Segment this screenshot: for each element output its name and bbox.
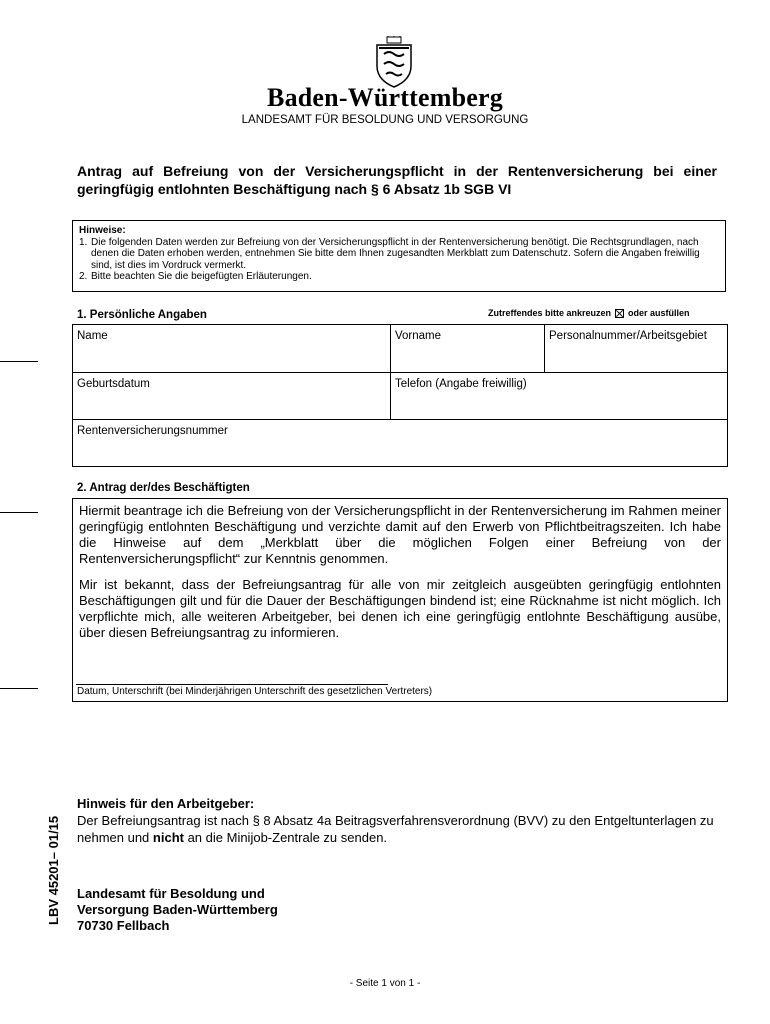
signature-label: Datum, Unterschrift (bei Minderjährigen Unterschrift des gesetzlichen Vertreters) — [77, 686, 433, 697]
fold-mark — [0, 688, 38, 689]
form-title: Antrag auf Befreiung von der Versicherungspflicht in der Rentenversicherung bei einer geringfügig entlohnten Beschäftigung nach § 6 Absatz 1b SGB VI — [77, 163, 717, 197]
vorname-field[interactable] — [391, 325, 544, 372]
agency-name: LANDESAMT FÜR BESOLDUNG UND VERSORGUNG — [241, 114, 529, 126]
rv-nummer-field[interactable] — [73, 420, 727, 466]
fold-mark — [0, 512, 38, 513]
employer-note — [77, 795, 717, 846]
name-label: Name — [77, 330, 108, 342]
personal-data-grid — [72, 324, 728, 467]
employer-note-text: Der Befreiungsantrag ist nach § 8 Absatz 4a Beitragsverfahrensverordnung (BVV) zu den Entgeltunterlagen zu nehmen und nicht an die Minijob-Zentrale zu senden. — [77, 813, 714, 845]
hints-heading: Hinweise: — [79, 225, 126, 236]
hint-item — [79, 271, 719, 283]
signature-line[interactable] — [76, 684, 388, 685]
fold-mark — [0, 361, 38, 362]
hints-box — [72, 220, 726, 292]
address-line: 70730 Fellbach — [77, 918, 170, 933]
hint-text: Die folgenden Daten werden zur Befreiung von der Versicherungspflicht in der Rentenversicherung benötigt. Die Rechtsgrundlagen, nach denen die Daten erhoben werden, entnehmen Sie bitte dem Ihnen zugesandten Merkblatt zum Datenschutz. Sofern die Angaben freiwillig sind, ist dies im Vordruck vermerkt. — [91, 236, 700, 271]
declaration-paragraph: Mir ist bekannt, dass der Befreiungsantrag für alle von mir zeitgleich ausgeübten geringfügig entlohnten Beschäftigungen gilt und für die Dauer der Beschäftigungen bindend ist; eine Rücknahme ist nicht möglich. Ich verpflichte mich, alle weiteren Arbeitgeber, bei denen ich eine geringfügig entlohnte Beschäftigung ausübe, über diesen Befreiungsantrag zu informieren. — [79, 577, 721, 640]
address-line: Landesamt für Besoldung und — [77, 886, 265, 901]
hint-number: 1. — [79, 236, 88, 248]
hint-number: 2. — [79, 271, 88, 282]
employer-note-heading: Hinweis für den Arbeitgeber: — [77, 796, 255, 811]
section-2-title: 2. Antrag der/des Beschäftigten — [77, 482, 250, 494]
coat-of-arms-icon — [373, 36, 415, 88]
personalnummer-label: Personalnummer/Arbeitsgebiet — [549, 330, 707, 342]
vorname-label: Vorname — [395, 330, 442, 342]
page-number: - Seite 1 von 1 - — [349, 978, 421, 989]
hint-text: Bitte beachten Sie die beigefügten Erläuterungen. — [91, 271, 312, 282]
hint-item — [79, 237, 719, 272]
section-1-title: 1. Persönliche Angaben — [77, 309, 207, 321]
check-hint-text: Zutreffendes bitte ankreuzen — [488, 308, 612, 318]
form-code: LBV 45201– 01/15 — [46, 815, 61, 925]
personalnummer-field[interactable] — [545, 325, 727, 372]
checked-box-icon — [615, 309, 624, 318]
name-field[interactable] — [73, 325, 390, 372]
declaration-box — [72, 498, 728, 702]
address-block — [77, 886, 278, 934]
telefon-label: Telefon (Angabe freiwillig) — [395, 378, 527, 390]
declaration-paragraph: Hiermit beantrage ich die Befreiung von der Versicherungspflicht in der Rentenversicherung im Rahmen meiner geringfügig entlohnten Beschäftigung und verzichte damit auf den Erwerb von Pflichtbeitragszeiten. Ich habe die Hinweise auf dem „Merkblatt über die möglichen Folgen einer Befreiung von der Rentenversicherungspflicht“ zur Kenntnis genommen. — [79, 503, 721, 566]
geburtsdatum-field[interactable] — [73, 373, 390, 419]
telefon-field[interactable] — [391, 373, 727, 419]
address-line: Versorgung Baden-Württemberg — [77, 902, 278, 917]
check-hint-text: oder ausfüllen — [628, 308, 690, 318]
check-hint — [488, 308, 690, 318]
state-name: Baden-Württemberg — [267, 83, 503, 112]
geburtsdatum-label: Geburtsdatum — [77, 378, 150, 390]
rv-nummer-label: Rentenversicherungsnummer — [77, 425, 228, 437]
